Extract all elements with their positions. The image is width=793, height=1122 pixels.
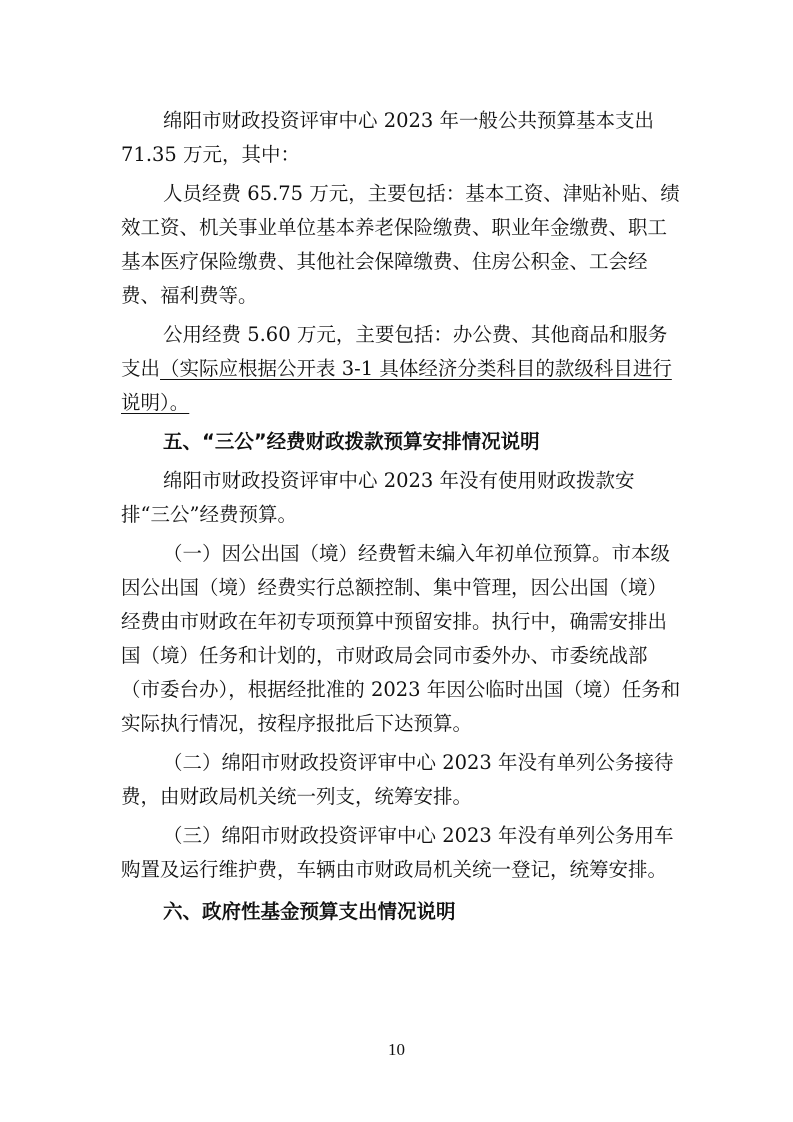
paragraph-vehicle-expenses: （三）绵阳市财政投资评审中心 2023 年没有单列公务用车购置及运行维护费，车辆由市财政局机关统一登记，统筹安排。 (121, 824, 674, 881)
section-heading-five: 五、“三公”经费财政拨款预算安排情况说明 (163, 430, 540, 453)
section-heading-six: 六、政府性基金预算支出情况说明 (163, 900, 456, 923)
paragraph-overseas-travel: （一）因公出国（境）经费暂未编入年初单位预算。市本级因公出国（境）经费实行总额控制、集中管理，因公出国（境）经费由市财政在年初专项预算中预留安排。执行中，确需安排出国（境）任务和计划的，市财政局会同市委外办、市委统战部（市委台办），根据经批准的 2023 年因公临时出国（境）任务和实际执行情况，按程序报批后下达预算。 (121, 542, 681, 735)
paragraph-personnel-expenses: 人员经费 65.75 万元，主要包括：基本工资、津贴补贴、绩效工资、机关事业单位基本养老保险缴费、职业年金缴费、职工基本医疗保险缴费、其他社会保障缴费、住房公积金、工会经费、福利费等。 (121, 182, 680, 307)
underlined-note: （实际应根据公开表 3-1 具体经济分类科目的款级科目进行说明）。 (121, 357, 672, 414)
paragraph-reception-expenses: （二）绵阳市财政投资评审中心 2023 年没有单列公务接待费，由财政局机关统一列支，统筹安排。 (121, 751, 674, 808)
paragraph-three-public-budget: 绵阳市财政投资评审中心 2023 年没有使用财政拨款安排“三公”经费预算。 (121, 469, 635, 526)
paragraph-basic-expenditure: 绵阳市财政投资评审中心 2023 年一般公共预算基本支出 71.35 万元，其中： (121, 109, 655, 166)
paragraph-public-expenses (121, 318, 681, 420)
public-expenses-text: 公用经费 5.60 万元，主要包括：办公费、其他商品和服务支出 (121, 323, 668, 380)
page-body (121, 104, 681, 934)
page-number: 10 (388, 1040, 405, 1059)
